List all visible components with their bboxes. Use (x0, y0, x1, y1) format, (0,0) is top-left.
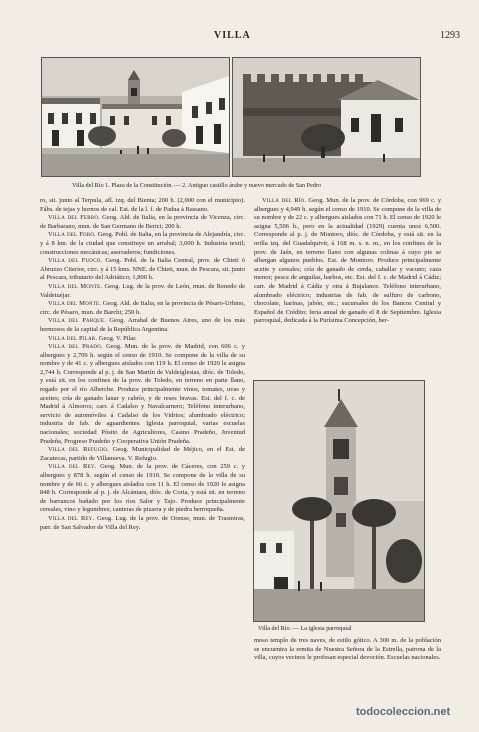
entry-headword: Villa del Parque. (48, 317, 107, 325)
entry-headword: Villa del Monte. (48, 282, 103, 290)
photo-bottom-caption: Villa del Río. — La iglesia parroquial (258, 625, 352, 632)
page-header-title: VILLA (214, 30, 251, 41)
entry-text: Geog. Ald. de Italia, en la provincia de Pésaro-Urbino, circ. de Pésaro, mun. de Barchi; 250 h. (40, 300, 245, 316)
entry-paragraph (40, 317, 245, 334)
plaza-illustration (42, 58, 229, 176)
entry-text: Geog. Lug. de la prov. de Orense, mun. de Trasmiras, parr. de San Salvador de Villa del Rey. (40, 514, 245, 531)
entry-text: Geog. Pobl. de Italia, en la provincia de Alejandría, circ. y á 8 km. de la ciudad que constituye un arrabal; 3,000 h. Industria textil; construcciones mecánicas; aserraderos; fundiciones. (40, 231, 245, 256)
right-column-top (254, 197, 441, 372)
entry-headword: Villa del Prado. (48, 343, 103, 351)
right-column-bottom (254, 637, 441, 681)
right-bottom-paragraph: moso templo de tres naves, de estilo gótico. A 300 m. de la población se encuentra la ermita de Nuestra Señora de la Estrella, patrona de la villa, cuyos vecinos le profesan especial devoción. Escuelas nacionales. (254, 637, 441, 662)
entry-text: Geog. Pobl. de la Italia Central, prov. de Chieti ó Abruzzo Citerior, circ. y á 15 kms. NNE. de Chieti, mun. de Pescara, sit. junto al Pescara, tributario del Adriático; 1,800 h. (40, 257, 245, 282)
church-illustration (254, 381, 424, 621)
entry-headword: Villa del Río. (262, 197, 307, 204)
entry-headword: Villa del Refugio. (48, 446, 110, 454)
entry-paragraph (40, 197, 245, 214)
entry-paragraph (40, 463, 245, 515)
entry-headword: Villa del Foro. (48, 231, 97, 239)
entry-paragraph (254, 197, 441, 326)
page-number: 1293 (440, 30, 460, 41)
photo-iglesia-parroquial (253, 380, 425, 622)
entry-text: Geog. V. Pilar. (97, 334, 137, 342)
photo-top-caption: Villa del Río 1. Plaza de la Constitución. — 2. Antiguo castillo árabe y nuevo mercado de San Pedro (72, 182, 321, 189)
entry-text: Geog. Ald. de Italia, en la provincia de Vicenza, circ. de Barbarano, mun. de San Germano de Berici; 200 h. (40, 214, 245, 230)
watermark-suffix: .net (430, 706, 451, 718)
entry-paragraph (40, 300, 245, 317)
photo-castillo-mercado (232, 57, 421, 177)
left-column (40, 197, 245, 681)
photo-plaza-constitucion (41, 57, 230, 177)
watermark (356, 706, 450, 718)
entry-headword: Villa del Monte. (48, 300, 102, 308)
entry-paragraph (40, 335, 245, 344)
entry-paragraph (40, 214, 245, 231)
entry-headword: Villa del Rey. (48, 463, 97, 471)
entry-headword: Villa del Fuoco. (48, 257, 103, 265)
entry-paragraph (40, 257, 245, 283)
entry-text: Geog. Lug. de la prov. de León, mun. de Renedo de Valdetuéjar. (40, 282, 245, 299)
castle-illustration (233, 58, 420, 176)
entry-text: Geog. Mun. de la prov. de Córdoba, con 969 c. y albergues y 4,949 h. según el censo de 1910. Se compone de la villa de su nombre y de 22 c. y albergues aislados con 71 h. El censo de 1920 le asigna 5,506 h., pero en la actualidad (1929) cuenta unos 6,500. Corresponde al p. j. de Montoro, dióc. de Córdoba, y está sit. en la orilla izq. del Guadalquivir, á 168 m. s. n. m., en los confines de la prov. de Jaén, en terreno llano con algunas colinas á cuyo pie se albergan algunos pueblos. Est. de Montoro. Produce principalmente aceite y cereales; cría de ganado de cerda, caballar y vacuno; caza menor; pesca de anguilas, barbos, etc. Est. del f. c. de Madrid á Cádiz; carr. de Madrid á Cádiz y otra á Bujalance. Teléfono interurbano, alumbrado eléctrico; industrias de fab. de sulfuro de carbono, chocolate, harinas, jabón, etc.; sucursales de los Bancos Central y Español de Crédito; feria anual de ganado el 8 de Septiembre. Iglesia parroquial, dedicada á la Purísima Concepción, her- (254, 197, 441, 325)
entry-text: Geog. Municipalidad de Méjico, en el Est. de Zacatecas, partido de Villanueva. V. Refugio. (40, 446, 245, 462)
watermark-prefix: todocoleccion (356, 706, 431, 718)
entry-paragraph (40, 515, 245, 532)
entry-paragraph (40, 446, 245, 463)
entry-headword: Villa del Rey. (48, 514, 95, 522)
entry-headword: Villa del Pilar. (48, 334, 98, 342)
entry-text: Geog. Mun. de la prov. de Madrid, con 606 c. y albergues y 2,709 h. según el censo de 1910. Se compone de la villa de su nombre y de 41 c. y albergues aislados con 119 h. El censo de 1920 le asigna 2,744 h. Corresponde al p. j. de San Martín de Valdeiglesias, dióc. de Toledo, y está sit. en los confines de la prov. de Toledo, en terreno en parte llano, regado por el río Alberche. Produce principalmente vinos, tomates, uvas y aceites; cría de ganado lanar y cabrío, y de reses bravas. Est. del f. c. de Madrid á Almorox; carr. á Cadalso y Navalcarnero; Teléfono interurbano, servicio de automóviles á Cadalso de los Vidrios; alumbrado eléctrico; industria de fab. de aguardientes. Iglesia parroquial, varias escuelas nacionales; sociedad Pósito de Agricultores, Casino Pradeño, Juventud Pradeña, Progreso Pradeño y Cooperativa Unión Pradeña. (40, 343, 245, 445)
entry-paragraph (40, 343, 245, 446)
entry-headword: Villa del Ferro. (48, 214, 100, 222)
entry-text: ro, sit. junto al Terpula, afl. izq. del Bienta; 200 h. (2,000 con el municipio). Fábs. de tejas y hornos de cal. Est. de la l. f. de Padua á Bassano. (40, 197, 245, 213)
entry-text: Geog. Mun. de la prov. de Cáceres, con 259 c. y albergues y 878 h. según el censo de 1910. Se compone de la villa de su nombre y de 66 c. y albergues aislados con 11 h. El censo de 1920 le asigna 848 h. Corresponde al p. j. de Alcántara, dióc. de Coria, y está sit. en terreno de barrancos bañado por los ríos Salor y Tajo. Produce principalmente cereales, vino y legumbres; canteras de pizarra y de piedra berroqueña. (40, 463, 245, 514)
entry-paragraph (40, 231, 245, 257)
entry-paragraph (40, 283, 245, 300)
entry-text: Geog. Arrabal de Buenos Aires, uno de los más hermosos de la capital de la República Argentina. (40, 317, 245, 333)
